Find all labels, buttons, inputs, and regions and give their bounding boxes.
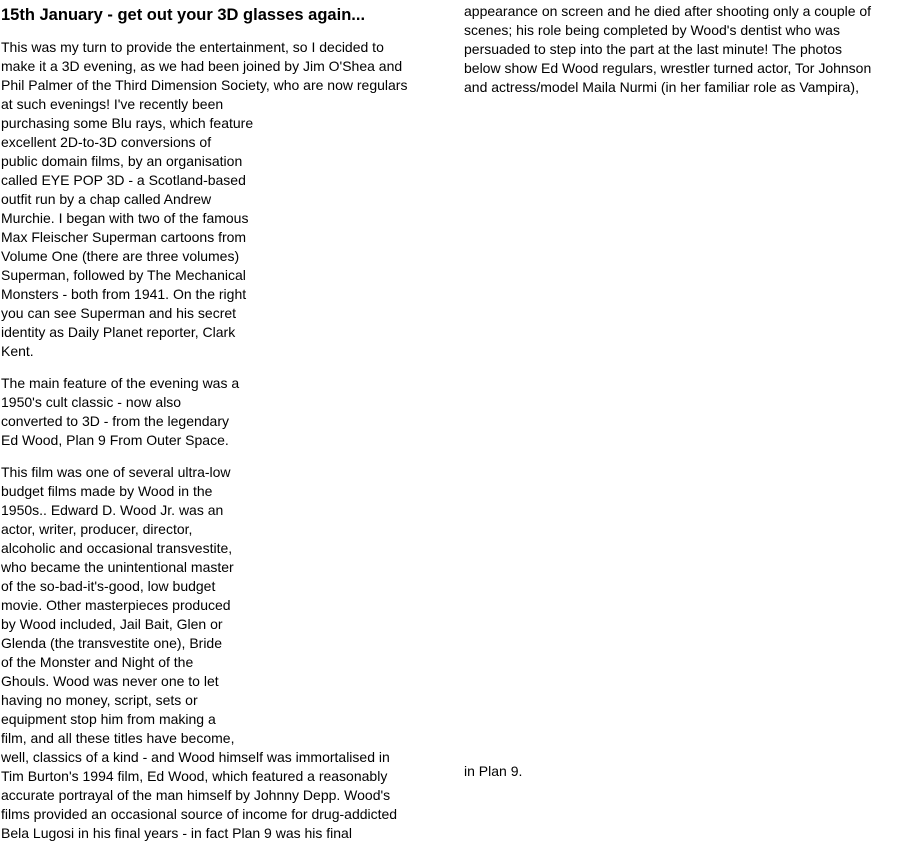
- text-line: who became the unintentional master: [1, 559, 234, 575]
- text-line: outfit run by a chap called Andrew: [1, 191, 212, 207]
- intro-paragraph: [1, 38, 407, 361]
- text-line: Kent.: [1, 343, 34, 359]
- ed-wood-paragraph: [1, 463, 397, 843]
- text-line: The main feature of the evening was a: [1, 375, 240, 391]
- text-line: Ed Wood, Plan 9 From Outer Space.: [1, 432, 229, 448]
- text-line: This was my turn to provide the entertainment, so I decided to: [1, 39, 384, 55]
- text-line: of the Monster and Night of the: [1, 654, 194, 670]
- text-line: 1950's cult classic - now also: [1, 394, 182, 410]
- text-line: purchasing some Blu rays, which feature: [1, 115, 254, 131]
- text-line: Murchie. I began with two of the famous: [1, 210, 249, 226]
- text-line: in Plan 9.: [464, 763, 523, 779]
- text-line: Max Fleischer Superman cartoons from: [1, 229, 247, 245]
- text-line: actor, writer, producer, director,: [1, 521, 193, 537]
- text-line: converted to 3D - from the legendary: [1, 413, 230, 429]
- article-title: 15th January - get out your 3D glasses again...: [1, 6, 366, 24]
- text-line: having no money, script, sets or: [1, 692, 198, 708]
- text-line: scenes; his role being completed by Wood's dentist who was: [464, 22, 840, 38]
- text-line: films provided an occasional source of income for drug-addicted: [1, 806, 398, 822]
- right-column-paragraph: [464, 2, 871, 97]
- text-line: well, classics of a kind - and Wood himself was immortalised in: [1, 749, 390, 765]
- text-line: Volume One (there are three volumes): [1, 248, 240, 264]
- text-line: 1950s.. Edward D. Wood Jr. was an: [1, 502, 224, 518]
- text-line: excellent 2D-to-3D conversions of: [1, 134, 212, 150]
- text-line: public domain films, by an organisation: [1, 153, 243, 169]
- right-column-end: [464, 762, 522, 781]
- text-line: and actress/model Maila Nurmi (in her familiar role as Vampira),: [464, 79, 859, 95]
- text-line: Superman, followed by The Mechanical: [1, 267, 246, 283]
- text-line: you can see Superman and his secret: [1, 305, 237, 321]
- text-line: film, and all these titles have become,: [1, 730, 235, 746]
- text-line: called EYE POP 3D - a Scotland-based: [1, 172, 246, 188]
- text-line: movie. Other masterpieces produced: [1, 597, 231, 613]
- text-line: at such evenings! I've recently been: [1, 96, 224, 112]
- text-line: persuaded to step into the part at the last minute! The photos: [464, 41, 842, 57]
- text-line: budget films made by Wood in the: [1, 483, 213, 499]
- text-line: Tim Burton's 1994 film, Ed Wood, which featured a reasonably: [1, 768, 388, 784]
- text-line: Phil Palmer of the Third Dimension Society, who are now regulars: [1, 77, 408, 93]
- text-line: Ghouls. Wood was never one to let: [1, 673, 219, 689]
- text-line: identity as Daily Planet reporter, Clark: [1, 324, 236, 340]
- text-line: Bela Lugosi in his final years - in fact Plan 9 was his final: [1, 825, 352, 841]
- text-line: equipment stop him from making a: [1, 711, 216, 727]
- main-feature-paragraph: [1, 374, 239, 450]
- text-line: Glenda (the transvestite one), Bride: [1, 635, 223, 651]
- text-line: of the so-bad-it's-good, low budget: [1, 578, 216, 594]
- text-line: alcoholic and occasional transvestite,: [1, 540, 233, 556]
- text-line: accurate portrayal of the man himself by Johnny Depp. Wood's: [1, 787, 391, 803]
- text-line: make it a 3D evening, as we had been joined by Jim O'Shea and: [1, 58, 403, 74]
- text-line: below show Ed Wood regulars, wrestler turned actor, Tor Johnson: [464, 60, 872, 76]
- text-line: Monsters - both from 1941. On the right: [1, 286, 247, 302]
- text-line: appearance on screen and he died after shooting only a couple of: [464, 3, 872, 19]
- text-line: by Wood included, Jail Bait, Glen or: [1, 616, 223, 632]
- text-line: This film was one of several ultra-low: [1, 464, 231, 480]
